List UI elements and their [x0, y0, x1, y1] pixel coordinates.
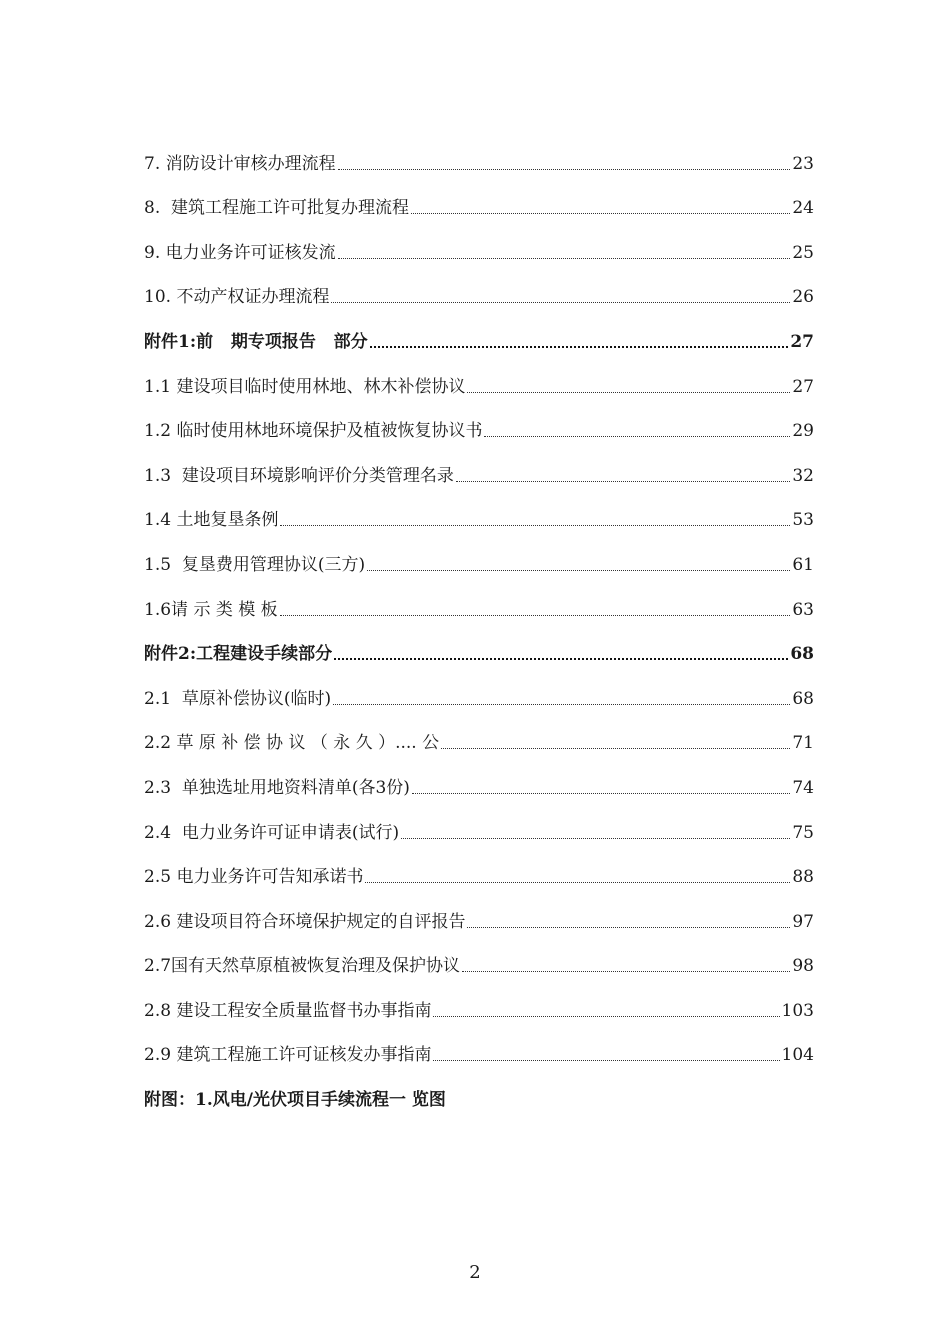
dot-leader	[467, 391, 790, 393]
toc-entry-2-9[interactable]	[144, 1020, 814, 1065]
toc-entry-page: 75	[792, 822, 814, 843]
dot-leader	[467, 926, 790, 928]
dot-leader	[441, 747, 790, 749]
dot-leader	[334, 657, 788, 660]
toc-entry-label: 2.5 电力业务许可告知承诺书	[144, 867, 364, 888]
dot-leader	[365, 881, 790, 883]
toc-entry-2-8[interactable]	[144, 975, 814, 1020]
toc-entry-page: 97	[792, 911, 814, 932]
dot-leader	[411, 212, 790, 214]
dot-leader	[333, 703, 790, 705]
toc-entry-label: 1.5 复垦费用管理协议(三方)	[144, 554, 366, 575]
dot-leader	[484, 435, 790, 437]
toc-section-label: 附件1:前 期专项报告 部分	[144, 331, 368, 352]
toc-entry-label: 2.7国有天然草原植被恢复治理及保护协议	[144, 956, 461, 977]
toc-entry-page: 98	[792, 956, 814, 977]
toc-entry-10[interactable]	[144, 262, 814, 307]
toc-entry-page: 71	[792, 733, 814, 754]
toc-entry-2-7[interactable]	[144, 931, 814, 976]
toc-entry-page: 74	[792, 777, 814, 798]
dot-leader	[456, 480, 791, 482]
toc-entry-page: 23	[792, 153, 814, 174]
toc-entry-label: 2.4 电力业务许可证申请表(试行)	[144, 822, 400, 843]
toc-entry-1-3[interactable]	[144, 440, 814, 485]
toc-entry-label: 8. 建筑工程施工许可批复办理流程	[144, 198, 410, 219]
toc-entry-page: 103	[781, 1000, 814, 1021]
table-of-contents	[144, 128, 814, 1109]
toc-entry-page: 29	[792, 421, 814, 442]
toc-entry-page: 26	[792, 287, 814, 308]
toc-entry-page: 104	[781, 1045, 814, 1066]
dot-leader	[462, 970, 790, 972]
toc-entry-label: 2.6 建设项目符合环境保护规定的自评报告	[144, 911, 466, 932]
dot-leader	[338, 257, 791, 259]
toc-entry-1-4[interactable]	[144, 485, 814, 530]
toc-entry-page: 68	[792, 688, 814, 709]
toc-section-label: 附件2:工程建设手续部分	[144, 644, 333, 665]
toc-entry-1-2[interactable]	[144, 396, 814, 441]
toc-entry-label: 2.1 草原补偿协议(临时)	[144, 688, 332, 709]
toc-entry-2-1[interactable]	[144, 663, 814, 708]
dot-leader	[280, 614, 791, 616]
toc-entry-label: 1.4 土地复垦条例	[144, 510, 279, 531]
toc-entry-2-6[interactable]	[144, 886, 814, 931]
toc-entry-label: 1.3 建设项目环境影响评价分类管理名录	[144, 465, 454, 486]
toc-entry-label: 2.3 单独选址用地资料清单(各3份)	[144, 777, 410, 798]
toc-entry-2-5[interactable]	[144, 842, 814, 887]
toc-entry-label: 2.2 草 原 补 偿 协 议 （ 永 久 ）.... 公	[144, 733, 440, 754]
toc-entry-page: 25	[792, 242, 814, 263]
toc-entry-page: 63	[792, 599, 814, 620]
toc-section-appendix-1[interactable]	[144, 306, 814, 351]
toc-entry-1-1[interactable]	[144, 351, 814, 396]
toc-entry-page: 61	[792, 554, 814, 575]
page-number: 2	[469, 1262, 481, 1283]
toc-entry-label: 9. 电力业务许可证核发流	[144, 242, 336, 263]
toc-entry-label: 1.1 建设项目临时使用林地、林木补偿协议	[144, 376, 466, 397]
dot-leader	[433, 1015, 779, 1017]
toc-entry-label: 1.2 临时使用林地环境保护及植被恢复协议书	[144, 421, 483, 442]
dot-leader	[338, 168, 791, 170]
toc-entry-1-5[interactable]	[144, 529, 814, 574]
toc-entry-label: 2.9 建筑工程施工许可证核发办事指南	[144, 1045, 432, 1066]
dot-leader	[280, 524, 790, 526]
toc-section-label: 附图：1.风电/光伏项目手续流程一 览图	[144, 1090, 446, 1111]
toc-entry-label: 7. 消防设计审核办理流程	[144, 153, 336, 174]
dot-leader	[433, 1059, 779, 1061]
dot-leader	[370, 345, 789, 348]
toc-entry-page: 68	[790, 644, 814, 665]
dot-leader	[331, 301, 790, 303]
toc-entry-page: 88	[792, 867, 814, 888]
toc-entry-9[interactable]	[144, 217, 814, 262]
dot-leader	[367, 569, 790, 571]
toc-entry-2-2[interactable]	[144, 708, 814, 753]
toc-entry-page: 53	[792, 510, 814, 531]
toc-section-figures[interactable]	[144, 1064, 814, 1109]
toc-entry-page: 32	[792, 465, 814, 486]
toc-entry-1-6[interactable]	[144, 574, 814, 619]
toc-entry-page: 24	[792, 198, 814, 219]
toc-entry-page: 27	[792, 376, 814, 397]
toc-entry-2-3[interactable]	[144, 752, 814, 797]
toc-entry-label: 1.6请 示 类 模 板	[144, 599, 278, 620]
toc-entry-label: 2.8 建设工程安全质量监督书办事指南	[144, 1000, 432, 1021]
toc-entry-7[interactable]	[144, 128, 814, 173]
toc-entry-label: 10. 不动产权证办理流程	[144, 287, 330, 308]
toc-entry-page: 27	[790, 331, 814, 352]
toc-section-appendix-2[interactable]	[144, 619, 814, 664]
toc-entry-8[interactable]	[144, 173, 814, 218]
dot-leader	[401, 837, 790, 839]
dot-leader	[412, 792, 790, 794]
toc-entry-2-4[interactable]	[144, 797, 814, 842]
